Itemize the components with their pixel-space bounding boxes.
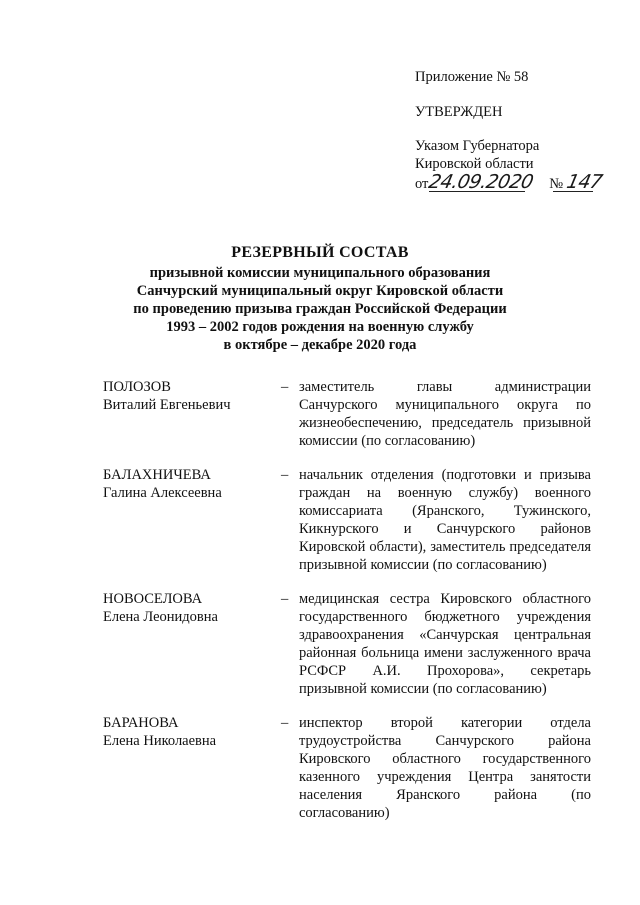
member-given-name: Елена Леонидовна xyxy=(103,609,218,625)
member-entry xyxy=(103,466,591,574)
title-line: Санчурский муниципальный округ Кировской области xyxy=(136,283,504,299)
member-dash: – xyxy=(281,379,289,395)
handwritten-number: 147 xyxy=(564,171,605,193)
member-given-name: Елена Николаевна xyxy=(103,733,217,749)
member-role: начальник отделения (подготовки и призыва граждан на военную службу) военного комиссариата (Яранского, Тужинского, Кикнурского и Санчурского районов Кировской области), заместитель председателя призывной комиссии (по согласованию) xyxy=(299,467,591,573)
from-label: от xyxy=(415,176,429,192)
decree-date-number xyxy=(415,173,625,193)
member-surname: БАЛАХНИЧЕВА xyxy=(103,467,211,483)
handwritten-date: 24.09.2020 xyxy=(427,171,536,193)
appendix-label: Приложение № 58 xyxy=(415,69,529,85)
approval-block xyxy=(415,68,625,193)
member-name xyxy=(103,714,281,822)
number-underline xyxy=(553,191,593,192)
member-dash: – xyxy=(281,591,289,607)
member-surname: НОВОСЕЛОВА xyxy=(103,591,203,607)
member-dash: – xyxy=(281,715,289,731)
member-name xyxy=(103,378,281,450)
member-role: инспектор второй категории отдела трудоустройства Санчурского района Кировского областного государственного казенного учреждения Центра занятости населения Яранского района (по согласованию) xyxy=(299,715,591,821)
member-entry xyxy=(103,378,591,450)
members-list xyxy=(103,378,591,838)
title-line: призывной комиссии муниципального образования xyxy=(149,265,491,281)
member-given-name: Виталий Евгеньевич xyxy=(103,397,231,413)
title-line: в октябре – декабре 2020 года xyxy=(223,337,417,353)
decree-line-2: Кировской области xyxy=(415,156,534,172)
document-title xyxy=(100,244,540,354)
title-line: по проведению призыва граждан Российской Федерации xyxy=(133,301,507,317)
member-name xyxy=(103,590,281,698)
member-entry xyxy=(103,714,591,822)
title-line: 1993 – 2002 годов рождения на военную службу xyxy=(166,319,474,335)
member-role: медицинская сестра Кировского областного государственного бюджетного учреждения здравоохранения «Санчурская центральная районная больница имени заслуженного врача РСФСР А.И. Прохорова», секретарь призывной комиссии (по согласованию) xyxy=(299,591,591,697)
date-underline xyxy=(429,191,525,192)
member-role: заместитель главы администрации Санчурского муниципального округа по жизнеобеспечению, председатель призывной комиссии (по согласованию) xyxy=(299,379,591,449)
member-entry xyxy=(103,590,591,698)
title-main: РЕЗЕРВНЫЙ СОСТАВ xyxy=(231,244,409,261)
number-sign: № xyxy=(549,176,564,192)
approved-label: УТВЕРЖДЕН xyxy=(415,104,503,120)
decree-line-1: Указом Губернатора xyxy=(415,138,540,154)
member-surname: ПОЛОЗОВ xyxy=(103,379,171,395)
member-given-name: Галина Алексеевна xyxy=(103,485,222,501)
member-surname: БАРАНОВА xyxy=(103,715,179,731)
member-dash: – xyxy=(281,467,289,483)
member-name xyxy=(103,466,281,574)
